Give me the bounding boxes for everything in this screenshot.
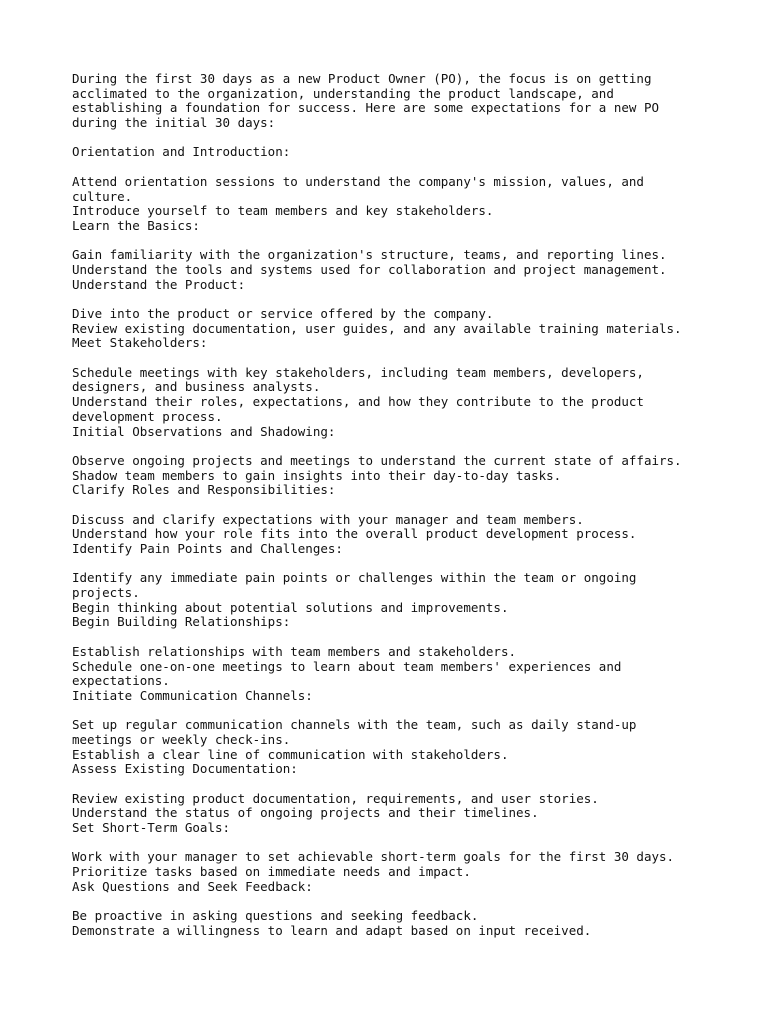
document-line: Prioritize tasks based on immediate needs and impact. xyxy=(72,864,471,880)
document-line: Identify Pain Points and Challenges: xyxy=(72,541,343,556)
document-line: Schedule meetings with key stakeholders, including team members, developers, xyxy=(72,364,644,380)
document-line xyxy=(72,836,712,851)
document-line xyxy=(72,630,712,645)
document-line: Demonstrate a willingness to learn and adapt based on input received. xyxy=(72,922,592,938)
document-line: expectations. xyxy=(72,673,170,689)
document-line: Schedule one-on-one meetings to learn about team members' experiences and xyxy=(72,658,622,674)
document-line: Establish a clear line of communication with stakeholders. xyxy=(72,746,509,762)
document-line: Meet Stakeholders: xyxy=(72,335,208,351)
document-line: projects. xyxy=(72,585,140,601)
document-line: Establish relationships with team members and stakeholders. xyxy=(72,643,517,659)
document-line: Understand how your role fits into the overall product development process. xyxy=(72,526,637,542)
document-line: Orientation and Introduction: xyxy=(72,144,291,160)
document-line: Begin Building Relationships: xyxy=(72,614,291,630)
document-line xyxy=(72,351,712,366)
document-line: development process. xyxy=(72,408,223,424)
document-line: Be proactive in asking questions and seeking feedback. xyxy=(72,908,479,924)
document-line xyxy=(72,498,712,513)
document-line: Gain familiarity with the organization's structure, teams, and reporting lines. xyxy=(72,247,667,263)
document-line: Initial Observations and Shadowing: xyxy=(72,423,336,439)
document-line: Understand the status of ongoing projects and their timelines. xyxy=(72,805,539,821)
document-line: Review existing documentation, user guides, and any available training materials. xyxy=(72,320,682,336)
document-line xyxy=(72,704,712,719)
document-line: culture. xyxy=(72,188,133,204)
document-line: during the initial 30 days: xyxy=(72,115,276,131)
document-line: Understand the tools and systems used for collaboration and project management. xyxy=(72,261,667,277)
document-line: Work with your manager to set achievable short-term goals for the first 30 days. xyxy=(72,849,675,865)
document-line: Set Short-Term Goals: xyxy=(72,820,231,836)
document-line: Discuss and clarify expectations with your manager and team members. xyxy=(72,511,584,527)
document-line: establishing a foundation for success. Here are some expectations for a new PO xyxy=(72,100,659,116)
document-page xyxy=(72,72,712,939)
document-line: Clarify Roles and Responsibilities: xyxy=(72,482,336,498)
document-line: acclimated to the organization, understanding the product landscape, and xyxy=(72,85,614,101)
document-line: Ask Questions and Seek Feedback: xyxy=(72,878,313,894)
document-line: Begin thinking about potential solutions and improvements. xyxy=(72,599,509,615)
document-line: Review existing product documentation, requirements, and user stories. xyxy=(72,790,599,806)
document-line: Understand their roles, expectations, and how they contribute to the product xyxy=(72,394,644,410)
document-line: Understand the Product: xyxy=(72,276,246,292)
document-line xyxy=(72,131,712,146)
document-line xyxy=(72,160,712,175)
document-line xyxy=(72,234,712,249)
document-line xyxy=(72,777,712,792)
document-line: meetings or weekly check-ins. xyxy=(72,731,291,747)
document-line xyxy=(72,895,712,910)
document-line: Assess Existing Documentation: xyxy=(72,761,298,777)
document-line xyxy=(72,557,712,572)
document-line: During the first 30 days as a new Product Owner (PO), the focus is on getting xyxy=(72,71,652,86)
document-line xyxy=(72,439,712,454)
document-line: Observe ongoing projects and meetings to understand the current state of affairs. xyxy=(72,452,682,468)
document-body xyxy=(72,72,712,939)
document-line: Identify any immediate pain points or challenges within the team or ongoing xyxy=(72,570,637,586)
document-line: Learn the Basics: xyxy=(72,217,200,233)
document-line: Introduce yourself to team members and key stakeholders. xyxy=(72,203,494,219)
document-line: Dive into the product or service offered by the company. xyxy=(72,306,494,321)
document-line: Set up regular communication channels with the team, such as daily stand-up xyxy=(72,717,637,733)
document-line: Initiate Communication Channels: xyxy=(72,687,313,703)
document-line: Attend orientation sessions to understand the company's mission, values, and xyxy=(72,173,644,189)
document-line: designers, and business analysts. xyxy=(72,379,321,395)
document-line xyxy=(72,292,712,307)
document-line: Shadow team members to gain insights into their day-to-day tasks. xyxy=(72,467,562,483)
